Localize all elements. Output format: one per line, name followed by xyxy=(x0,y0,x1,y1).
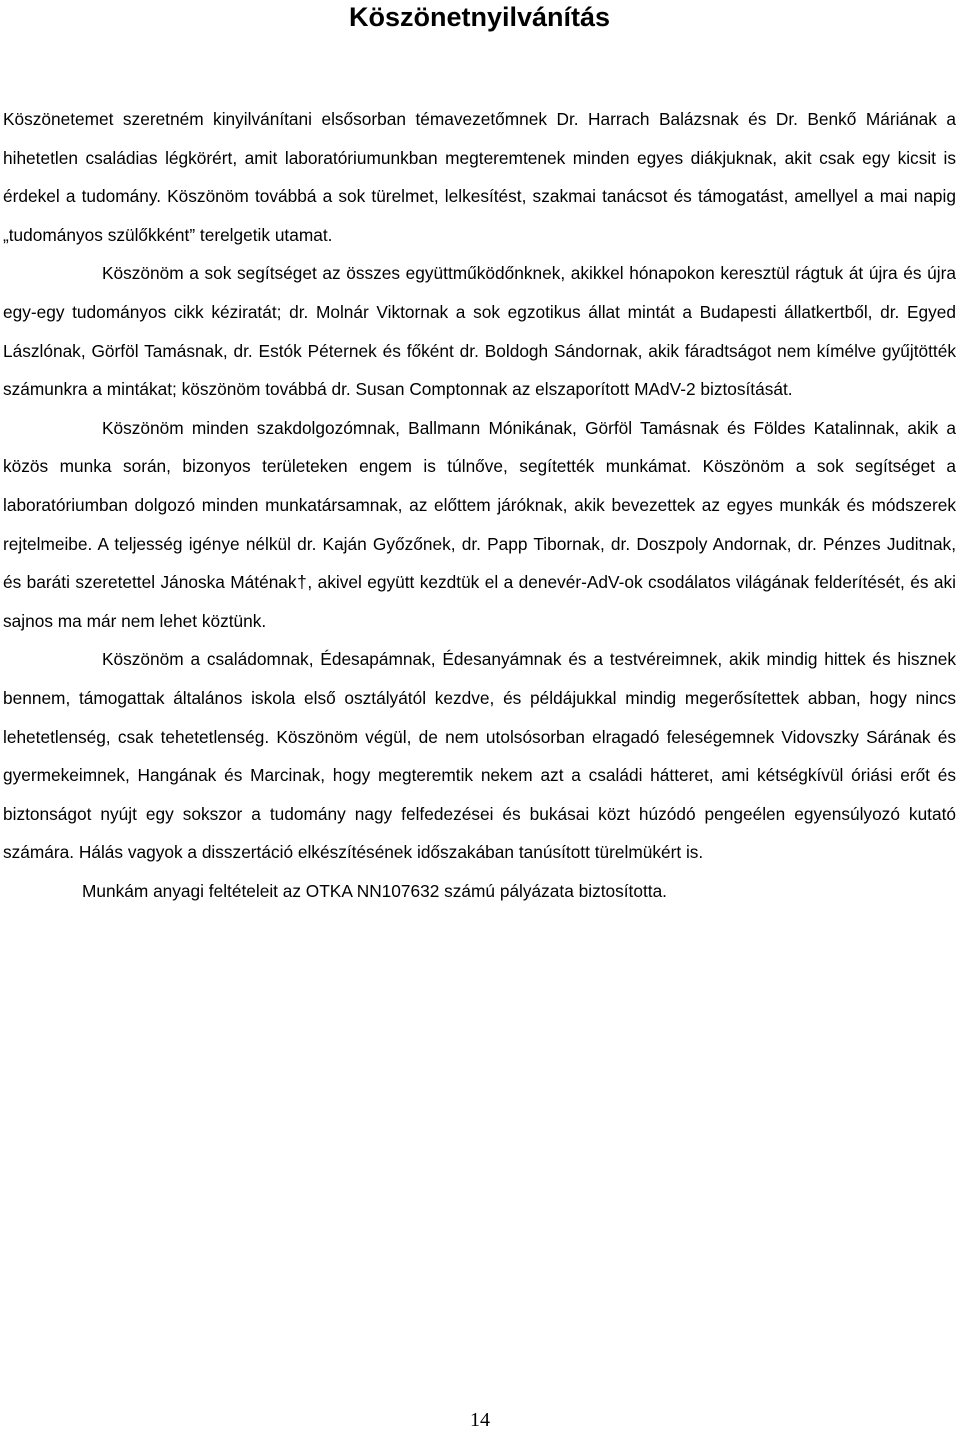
page-title: Köszönetnyilvánítás xyxy=(348,2,611,32)
paragraph-students-colleagues: Köszönöm minden szakdolgozómnak, Ballmann Mónikának, Görföl Tamásnak és Földes Katalinnak, akik a közös munka során, bizonyos területeken engem is túlnőve, segítették munkámat. Köszönöm a sok segítséget a laboratóriumban dolgozó minden munkatársamnak, az előttem járóknak, akik bevezettek az egyes munkák és módszerek rejtelmeibe. A teljesség igénye nélkül dr. Kaján Győzőnek, dr. Papp Tibornak, dr. Doszpoly Andornak, dr. Pénzes Juditnak, és baráti szeretettel Jánoska Máténak†, akivel együtt kezdtük el a denevér-AdV-ok csodálatos világának felderítését, és aki sajnos ma már nem lehet köztünk. xyxy=(3,417,956,631)
paragraph-funding: Munkám anyagi feltételeit az OTKA NN107632 számú pályázata biztosította. xyxy=(82,880,667,901)
paragraph-family: Köszönöm a családomnak, Édesapámnak, Édesanyámnak és a testvéreimnek, akik mindig hittek és hisznek bennem, támogattak általános iskola első osztályától kezdve, és példájukkal mindig megerősítettek abban, hogy nincs lehetetlenség, csak tehetetlenség. Köszönöm végül, de nem utolsósorban elragadó feleségemnek Vidovszky Sárának és gyermekeimnek, Hangának és Marcinak, hogy megteremtik nekem azt a családi hátteret, ami kétségkívül óriási erőt és biztonságot nyújt egy sokszor a tudomány nagy felfedezései és bukásai közt húzódó pengeélen egyensúlyozó kutató számára. Hálás vagyok a disszertáció elkészítésének időszakában tanúsított türelmükért is. xyxy=(3,649,956,863)
paragraph-advisors: Köszönetemet szeretném kinyilvánítani elsősorban témavezetőmnek Dr. Harrach Balázsnak és Dr. Benkő Máriának a hihetetlen családias légkörért, amit laboratóriumunkban megteremtenek minden egyes diákjuknak, akit csak egy kicsit is érdekel a tudomány. Köszönöm továbbá a sok türelmet, lelkesítést, szakmai tanácsot és támogatást, amellyel a mai napig „tudományos szülőkként” terelgetik utamat. xyxy=(3,109,956,245)
acknowledgements-body xyxy=(3,100,956,910)
paragraph-collaborators: Köszönöm a sok segítséget az összes együttműködőnknek, akikkel hónapokon keresztül rágtuk át újra és újra egy-egy tudományos cikk kéziratát; dr. Molnár Viktornak a sok egzotikus állat mintát a Budapesti állatkertből, dr. Egyed Lászlónak, Görföl Tamásnak, dr. Estók Péternek és főként dr. Boldogh Sándornak, akik fáradtságot nem kímélve gyűjtötték számunkra a mintákat; köszönöm továbbá dr. Susan Comptonnak az elszaporított MAdV-2 biztosítását. xyxy=(3,263,956,400)
page-number: 14 xyxy=(470,1409,490,1431)
